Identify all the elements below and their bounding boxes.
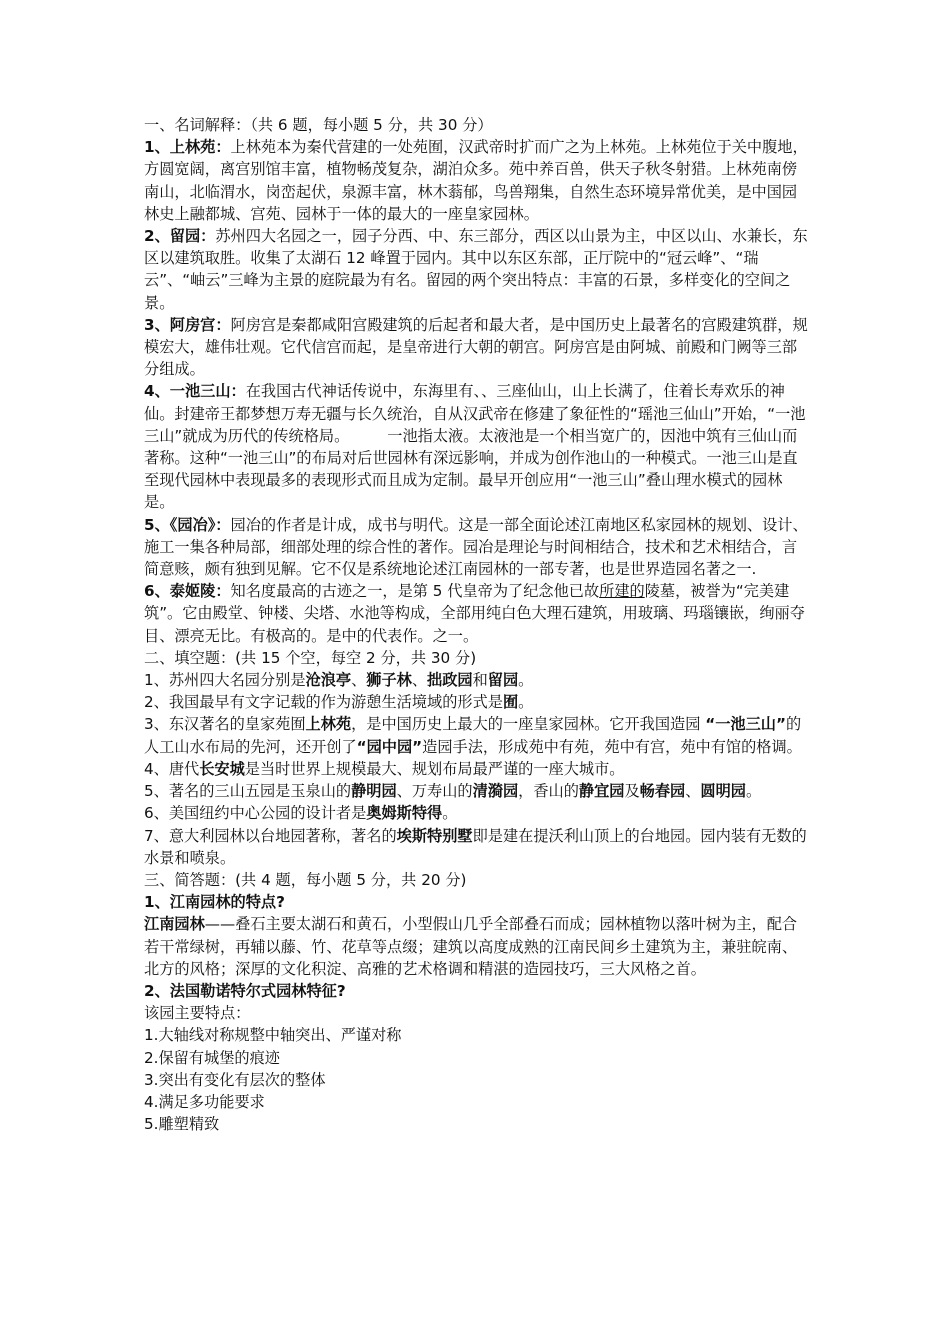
fill-question-5 <box>144 780 808 802</box>
answer: 狮子林 <box>366 671 412 690</box>
term-label: 6、泰姬陵： <box>144 582 231 601</box>
answer: 上林苑 <box>305 715 352 734</box>
short-answer-2-intro: 该园主要特点： <box>144 1004 251 1023</box>
answer: 长安城 <box>199 759 245 778</box>
term-text: 在我国古代神话传说中，东海里有、、三座仙山，山上长满了，住着长寿欢乐的神仙。封建帝王都梦想万寿无疆与长久统治，自从汉武帝在修建了象征性的“瑶池三仙山”开始，“一池三山”就成为历代的传统格局。 一池指太液。太液池是一个相当宽广的，因池中筑有三仙山而著称。这种“一池三山”的布局对后世园林有深远影响，并成为创作池山的一种模式。一池三山是直至现代园林中表现最多的表现形式而且成为定制。最早开创应用“一池三山”叠山理水模式的园林是。 <box>144 382 806 512</box>
answer: 沧浪亭 <box>305 671 352 690</box>
answer: “园中园” <box>356 737 423 756</box>
text: 、万寿山的 <box>396 782 473 801</box>
answer-text: ——叠石主要太湖石和黄石，小型假山几乎全部叠石而成；园林植物以落叶树为主，配合若干常绿树，再辅以藤、竹、花草等点缀；建筑以高度成熟的江南民间乡土建筑为主，兼驻皖南、北方的风格；深厚的文化积淀、高雅的艺术格调和精湛的造园技巧，三大风格之首。 <box>144 915 798 978</box>
term-text: 上林苑本为秦代营建的一处苑囿，汉武帝时扩而广之为上林苑。上林苑位于关中腹地，方圆宽阔，离宫别馆丰富，植物畅茂复杂，湖泊众多。苑中养百兽，供天子秋冬射猎。上林苑南傍南山，北临渭水，岗峦起伏，泉源丰富，林木蓊郁，鸟兽翔集，自然生态环境异常优美，是中国园林史上融都城、宫苑、园林于一体的最大的一座皇家园林。 <box>144 138 808 223</box>
list-item: 5.雕塑精致 <box>144 1115 220 1134</box>
term-text: 陵墓，被誉为“完美建筑”。它由殿堂、钟楼、尖塔、水池等构成，全部用纯白色大理石建筑，用玻璃、玛瑙镶嵌，绚丽夺目、漂亮无比。有极高的。是中的代表作。之一。 <box>144 582 805 645</box>
answer: 拙政园 <box>427 671 473 690</box>
section-2-heading: 二、填空题：(共 15 个空，每空 2 分，共 30 分) <box>144 648 477 667</box>
text: 。 <box>518 671 534 690</box>
list-item: 1.大轴线对称规整中轴突出、严谨对称 <box>144 1026 402 1045</box>
answer: 圆明园 <box>700 782 746 801</box>
answer: 静明园 <box>351 782 397 801</box>
text: 及 <box>624 782 640 801</box>
term-text: 阿房宫是秦都咸阳宫殿建筑的后起者和最大者，是中国历史上最著名的宫殿建筑群，规模宏大，雄伟壮观。它代信宫而起，是皇帝进行大朝的朝宫。阿房宫是由阿城、前殿和门阙等三部分组成。 <box>144 315 808 379</box>
answer: “一池三山” <box>705 715 786 734</box>
text: 、 <box>411 671 428 690</box>
text: 、 <box>685 782 701 801</box>
text: 2、我国最早有文字记载的作为游憩生活境域的形式是 <box>144 693 503 712</box>
term-yuanye <box>144 514 808 581</box>
document-page <box>144 114 808 1135</box>
section-1-heading: 一、名词解释：（共 6 题，每小题 5 分，共 30 分） <box>144 116 493 134</box>
answer: 埃斯特别墅 <box>396 826 473 845</box>
term-text: 知名度最高的古迹之一，是第 5 代皇帝为了纪念他已故 <box>230 582 600 601</box>
text: 7、意大利园林以台地园著称，著名的 <box>144 826 397 845</box>
text: 造园手法，形成苑中有苑，苑中有宫，苑中有馆的格调。 <box>422 737 802 756</box>
answer: 清漪园 <box>472 782 519 801</box>
term-label: 5、《园冶》： <box>144 515 231 534</box>
fill-question-7 <box>144 825 808 869</box>
underlined-text: 所建的 <box>599 582 645 601</box>
term-label: 3、阿房宫： <box>144 315 231 334</box>
fill-question-1 <box>144 669 808 691</box>
term-liuyuan <box>144 225 808 314</box>
text: 。 <box>518 693 534 712</box>
text: 是当时世界上规模最大、规划布局最严谨的一座大城市。 <box>244 759 625 778</box>
text: 6、美国纽约中心公园的设计者是 <box>144 804 367 823</box>
term-text: 苏州四大名园之一，园子分西、中、东三部分，西区以山景为主，中区以山、水兼长，东区以建筑取胜。收集了太湖石 12 峰置于园内。其中以东区东部，正厅院中的“冠云峰”、“瑞云”、“岫云”三峰为主景的庭院最为有名。留园的两个突出特点：丰富的石景，多样变化的空间之景。 <box>144 227 808 312</box>
term-label: 1、上林苑： <box>144 138 231 157</box>
term-label: 4、一池三山： <box>144 382 246 401</box>
text: 。 <box>745 782 762 801</box>
term-yichisanshan <box>144 380 808 513</box>
fill-question-3 <box>144 713 808 757</box>
short-answer-1 <box>144 913 808 980</box>
answer: 奥姆斯特得 <box>366 804 443 823</box>
text: 。 <box>442 804 458 823</box>
term-shanglinyuan <box>144 136 808 225</box>
answer: 静宜园 <box>578 782 625 801</box>
answer: 囿 <box>502 693 519 712</box>
list-item: 4.满足多功能要求 <box>144 1092 265 1111</box>
text: 5、著名的三山五园是玉泉山的 <box>144 782 352 801</box>
term-efanggong <box>144 314 808 381</box>
text: 3、东汉著名的皇家苑囿 <box>144 715 306 734</box>
short-answer-question-2: 2、法国勒诺特尔式园林特征? <box>144 981 346 1000</box>
list-item: 3.突出有变化有层次的整体 <box>144 1070 326 1089</box>
list-item: 2.保留有城堡的痕迹 <box>144 1048 280 1067</box>
short-answer-question-1: 1、江南园林的特点? <box>144 893 285 912</box>
fill-question-2 <box>144 691 808 713</box>
text: 1、苏州四大名园分别是 <box>144 671 306 690</box>
text: 即是建在提沃利山顶上的台地园。园内装有无数的水景和喷泉。 <box>144 826 807 867</box>
text: ，香山的 <box>518 782 579 801</box>
text: ，是中国历史上最大的一座皇家园林。它开我国造园 <box>351 715 706 734</box>
text: 4、唐代 <box>144 759 200 778</box>
term-text: 园冶的作者是计成，成书与明代。这是一部全面论述江南地区私家园林的规划、设计、施工一集各种局部，细部处理的综合性的著作。园冶是理论与时间相结合，技术和艺术相结合，言简意赅，颇有独到见解。它不仅是系统地论述江南园林的一部专著，也是世界造园名著之一. <box>144 515 808 579</box>
term-label: 2、留园： <box>144 227 216 246</box>
answer-label: 江南园林 <box>144 915 205 934</box>
answer: 留园 <box>487 671 519 690</box>
section-3-heading: 三、简答题：(共 4 题，每小题 5 分，共 20 分) <box>144 870 467 889</box>
term-taj-mahal <box>144 580 808 647</box>
text: 的人工山水布局的先河，还开创了 <box>144 715 802 756</box>
answer: 畅春园 <box>639 782 686 801</box>
fill-question-4 <box>144 758 808 780</box>
text: 和 <box>472 671 488 690</box>
fill-question-6 <box>144 802 808 824</box>
text: 、 <box>351 671 367 690</box>
